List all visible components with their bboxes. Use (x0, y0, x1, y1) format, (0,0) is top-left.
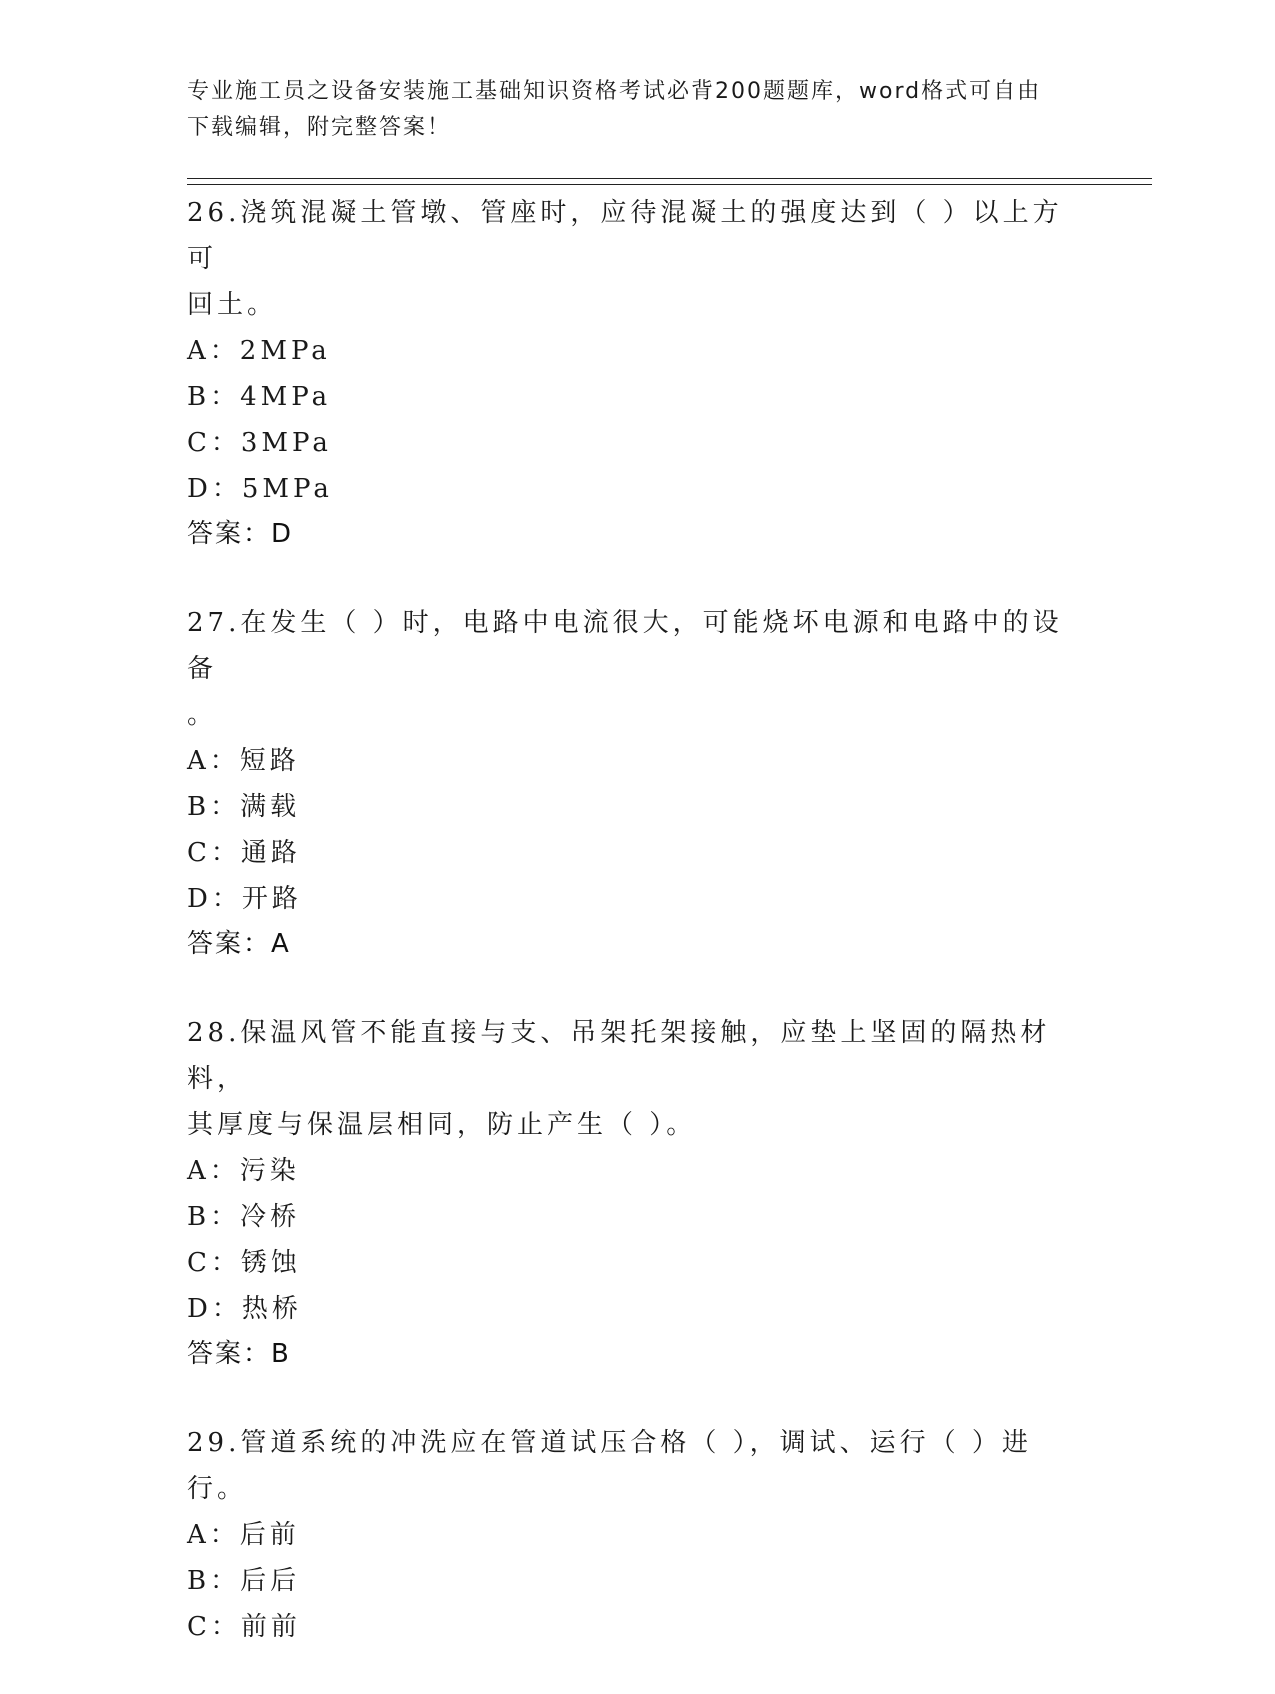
option-a: A：污染 (187, 1156, 300, 1186)
question-stem: 29.管道系统的冲洗应在管道试压合格（ ），调试、运行（ ）进行。 (187, 1428, 1032, 1504)
option-b: B：后后 (187, 1566, 301, 1596)
question-list (187, 190, 1067, 1694)
option-a: A：后前 (187, 1520, 300, 1550)
option-c: C：通路 (187, 838, 301, 868)
question-stem: 28.保温风管不能直接与支、吊架托架接触，应垫上坚固的隔热材料， (187, 1018, 1051, 1094)
option-a: A：2MPa (187, 336, 331, 366)
option-d: D：5MPa (187, 474, 333, 504)
option-c: C：锈蚀 (187, 1248, 301, 1278)
header-divider-bottom (187, 184, 1152, 185)
option-d: D：热桥 (187, 1294, 302, 1324)
option-b: B：冷桥 (187, 1202, 301, 1232)
question-stem-continued: 回土。 (187, 290, 278, 320)
option-d: D：开路 (187, 884, 302, 914)
question-29 (187, 1420, 1067, 1650)
question-stem-continued: 。 (187, 700, 218, 730)
answer: 答案：A (187, 929, 291, 959)
question-stem-continued: 其厚度与保温层相同，防止产生（ ）。 (187, 1110, 697, 1140)
header-line-2: 下载编辑，附完整答案！ (187, 115, 452, 140)
question-27 (187, 600, 1067, 966)
option-c: C：前前 (187, 1612, 301, 1642)
option-b: B：满载 (187, 792, 301, 822)
option-a: A：短路 (187, 746, 300, 776)
option-c: C：3MPa (187, 428, 332, 458)
option-b: B：4MPa (187, 382, 332, 412)
answer: 答案：B (187, 1339, 291, 1369)
document-header (187, 74, 1067, 146)
question-26 (187, 190, 1067, 556)
header-divider-top (187, 178, 1152, 179)
question-stem: 26.浇筑混凝土管墩、管座时，应待混凝土的强度达到（ ）以上方可 (187, 198, 1063, 274)
question-28 (187, 1010, 1067, 1376)
question-stem: 27.在发生（ ）时，电路中电流很大，可能烧坏电源和电路中的设备 (187, 608, 1063, 684)
header-line-1: 专业施工员之设备安装施工基础知识资格考试必背200题题库，word格式可自由 (187, 79, 1042, 104)
answer: 答案：D (187, 519, 294, 549)
